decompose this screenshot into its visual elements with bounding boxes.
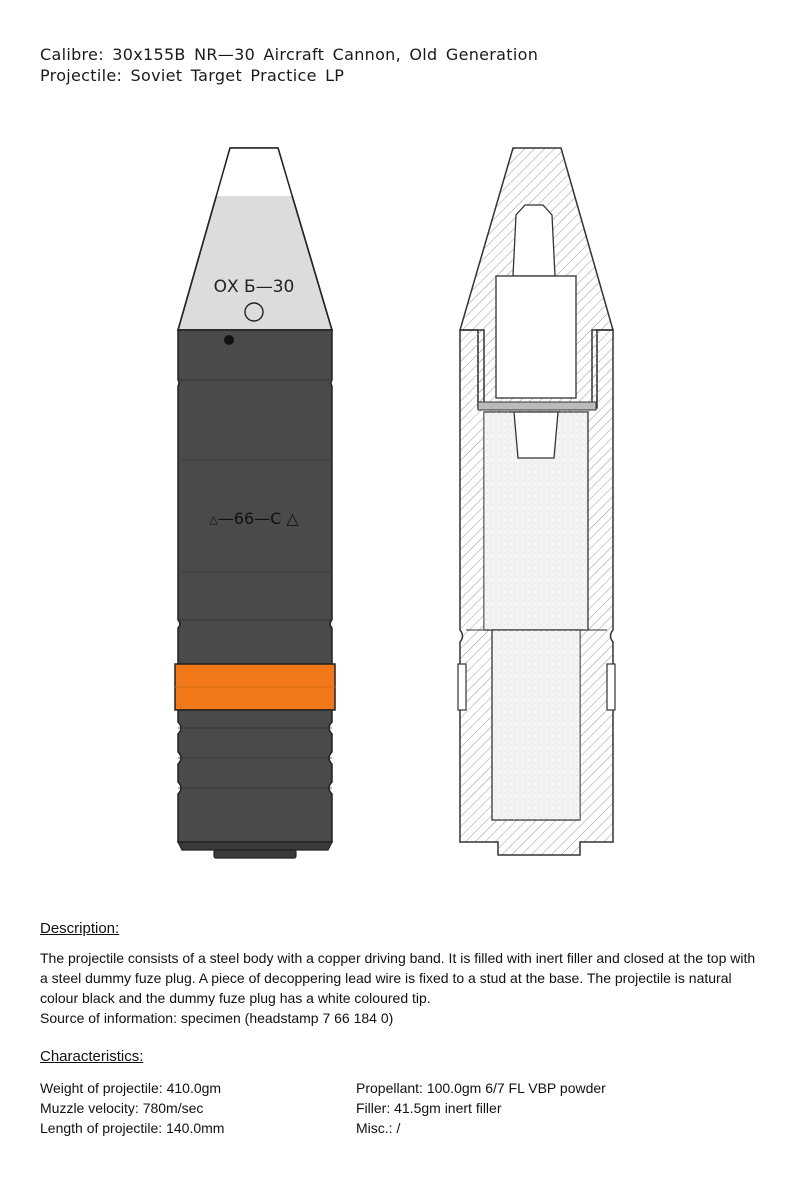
projectile-title: Projectile: Soviet Target Practice LP	[40, 66, 345, 85]
plug-cavity-lower	[496, 276, 576, 398]
characteristics-left	[40, 1078, 224, 1138]
body-marking: △—66—С △	[209, 509, 299, 528]
base-stud	[214, 850, 296, 858]
body-dot	[224, 335, 234, 345]
plug-stem	[514, 412, 558, 458]
band-groove-right	[607, 664, 615, 710]
calibre-title: Calibre: 30x155B NR—30 Aircraft Cannon, Old Generation	[40, 45, 539, 64]
projectile-section	[458, 148, 615, 855]
plug-cavity-upper	[513, 205, 555, 276]
description-heading: Description:	[40, 920, 120, 937]
projectile-drawing	[0, 130, 792, 870]
filler: Filler: 41.5gm inert filler	[356, 1100, 502, 1116]
white-tip	[214, 148, 294, 196]
length-of-projectile: Length of projectile: 140.0mm	[40, 1120, 225, 1136]
base-boattail	[178, 842, 332, 850]
plug-seat	[478, 402, 596, 410]
propellant: Propellant: 100.0gm 6/7 FL VBP powder	[356, 1080, 606, 1096]
projectile-exterior	[175, 148, 335, 858]
weight-of-projectile: Weight of projectile: 410.0gm	[40, 1080, 222, 1096]
muzzle-velocity: Muzzle velocity: 780m/sec	[40, 1100, 204, 1116]
description-body	[40, 948, 760, 1028]
band-groove-left	[458, 664, 466, 710]
characteristics-heading: Characteristics:	[40, 1048, 144, 1065]
description-text: The projectile consists of a steel body with a copper driving band. It is filled with inert filler and closed at the top with a steel dummy fuze plug. A piece of decoppering lead wire is fixed to a stud at the base. The projectile is natural colour black and the dummy fuze plug has a white coloured tip.	[40, 950, 756, 1006]
misc: Misc.: /	[356, 1120, 401, 1136]
characteristics-right	[356, 1078, 606, 1138]
lower-body	[178, 710, 332, 842]
description-source: Source of information: specimen (headstamp 7 66 184 0)	[40, 1010, 394, 1026]
nose-marking: ОХ Б—30	[213, 277, 295, 297]
